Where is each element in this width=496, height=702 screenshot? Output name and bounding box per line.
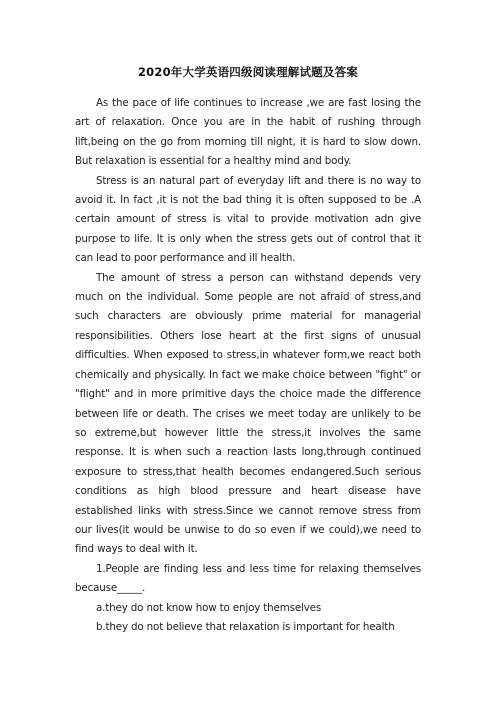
document-title: 2020年大学英语四级阅读理解试题及答案 (137, 65, 358, 79)
paragraph-3: The amount of stress a person can withstand depends very much on the individual. Some people are not afraid of stress,and such characters are obviously prime material for managerial responsibilities. Others lose heart at the first signs of unusual difficulties. When exposed to stress,in whatever form,we react both chemically and physically. In fact we make choice between "fight" or "flight" and in more primitive days the choice made the difference between life or death. The crises we meet today are unlikely to be so extreme,but however little the stress,it involves the same response. It is when such a reaction lasts long,through continued exposure to stress,that health becomes endangered.Such serious conditions as high blood pressure and heart disease have established links with stress.Since we cannot remove stress from our lives(it would be unwise to do so even if we could),we need to find ways to deal with it. (75, 271, 421, 556)
paragraph-2: Stress is an natural part of everyday lift and there is no way to avoid it. In fact ,it is not the bad thing it is often supposed to be .A certain amount of stress is vital to provide motivation adn give purpose to life. It is only when the stress gets out of control that it can lead to poor performance and ill health. (75, 174, 421, 265)
question-stem: 1.People are finding less and less time for relaxing themselves because_____. (75, 562, 421, 595)
document-body (75, 94, 421, 637)
question-option-a: a.they do not know how to enjoy themselves (96, 601, 322, 614)
question-option-b: b.they do not believe that relaxation is important for health (96, 620, 395, 633)
paragraph-1: As the pace of life continues to increase ,we are fast losing the art of relaxation. Once you are in the habit of rushing through lift,being on the go from morning till night, it is hard to slow down. But relaxation is essential for a healthy mind and body. (75, 97, 421, 168)
